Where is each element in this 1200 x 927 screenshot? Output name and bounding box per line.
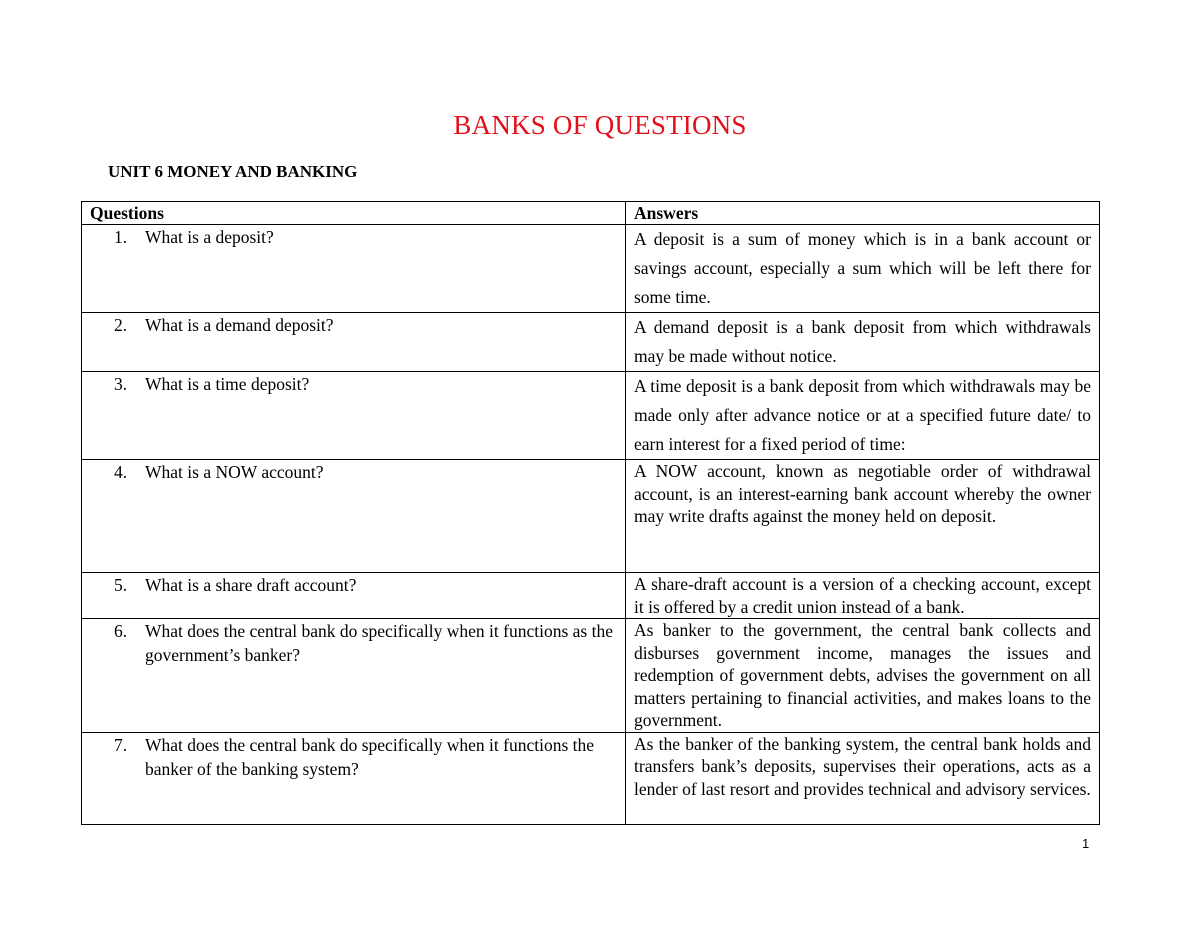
question-cell: [82, 573, 626, 619]
question-text: What is a share draft account?: [145, 575, 357, 595]
question-number: 1.: [114, 227, 128, 247]
unit-heading: UNIT 6 MONEY AND BANKING: [108, 162, 358, 181]
answer-cell: [626, 225, 1100, 313]
table-row: [82, 225, 1100, 313]
question-number: 2.: [114, 315, 128, 335]
table-row: [82, 732, 1100, 824]
answer-cell: [626, 313, 1100, 372]
answer-cell: [626, 619, 1100, 733]
table-row: [82, 573, 1100, 619]
answer-text: A time deposit is a bank deposit from which withdrawals may be made only after advance notice or at a specified future date/ to earn interest for a fixed period of time:: [634, 376, 1091, 454]
question-cell: [82, 460, 626, 573]
answers-header: Answers: [626, 202, 1100, 225]
answer-cell: [626, 460, 1100, 573]
table-row: [82, 460, 1100, 573]
answer-text: A NOW account, known as negotiable order of withdrawal account, is an interest-earning bank account whereby the owner may write drafts against the money held on deposit.: [634, 461, 1091, 526]
table-row: [82, 619, 1100, 733]
questions-header: Questions: [82, 202, 626, 225]
answer-cell: [626, 573, 1100, 619]
question-number: 5.: [114, 575, 128, 595]
question-number: 6.: [114, 621, 128, 641]
answer-text: A demand deposit is a bank deposit from which withdrawals may be made without notice.: [634, 317, 1091, 366]
question-number: 3.: [114, 374, 128, 394]
question-text: What is a time deposit?: [145, 374, 310, 394]
question-number: 7.: [114, 734, 128, 755]
answer-text: As banker to the government, the central bank collects and disburses government income, manages the issues and redemption of government debts, advises the government on all matters pertaining to financial activities, and makes loans to the government.: [634, 620, 1091, 730]
table-row: [82, 313, 1100, 372]
question-cell: [82, 732, 626, 824]
question-cell: [82, 225, 626, 313]
question-cell: [82, 313, 626, 372]
answer-text: A deposit is a sum of money which is in a bank account or savings account, especially a sum which will be left there for some time.: [634, 229, 1091, 307]
answer-text: As the banker of the banking system, the central bank holds and transfers bank’s deposits, supervises their operations, acts as a lender of last resort and provides technical and advisory services.: [634, 733, 1091, 799]
answer-text: A share-draft account is a version of a checking account, except it is offered by a credit union instead of a bank.: [634, 574, 1091, 617]
answer-cell: [626, 372, 1100, 460]
table-row: [82, 372, 1100, 460]
question-text: What does the central bank do specifically when it functions the banker of the banking system?: [145, 734, 595, 779]
question-text: What is a deposit?: [145, 227, 274, 247]
question-cell: [82, 619, 626, 733]
question-cell: [82, 372, 626, 460]
question-text: What is a demand deposit?: [145, 315, 334, 335]
document-title: BANKS OF QUESTIONS: [453, 110, 747, 140]
table-header-row: [82, 202, 1100, 225]
question-text: What is a NOW account?: [145, 462, 324, 482]
questions-table: [81, 201, 1100, 825]
page-number: 1: [1082, 836, 1090, 851]
question-text: What does the central bank do specifically when it functions as the government’s banker?: [145, 621, 613, 665]
answer-cell: [626, 732, 1100, 824]
question-number: 4.: [114, 462, 128, 482]
